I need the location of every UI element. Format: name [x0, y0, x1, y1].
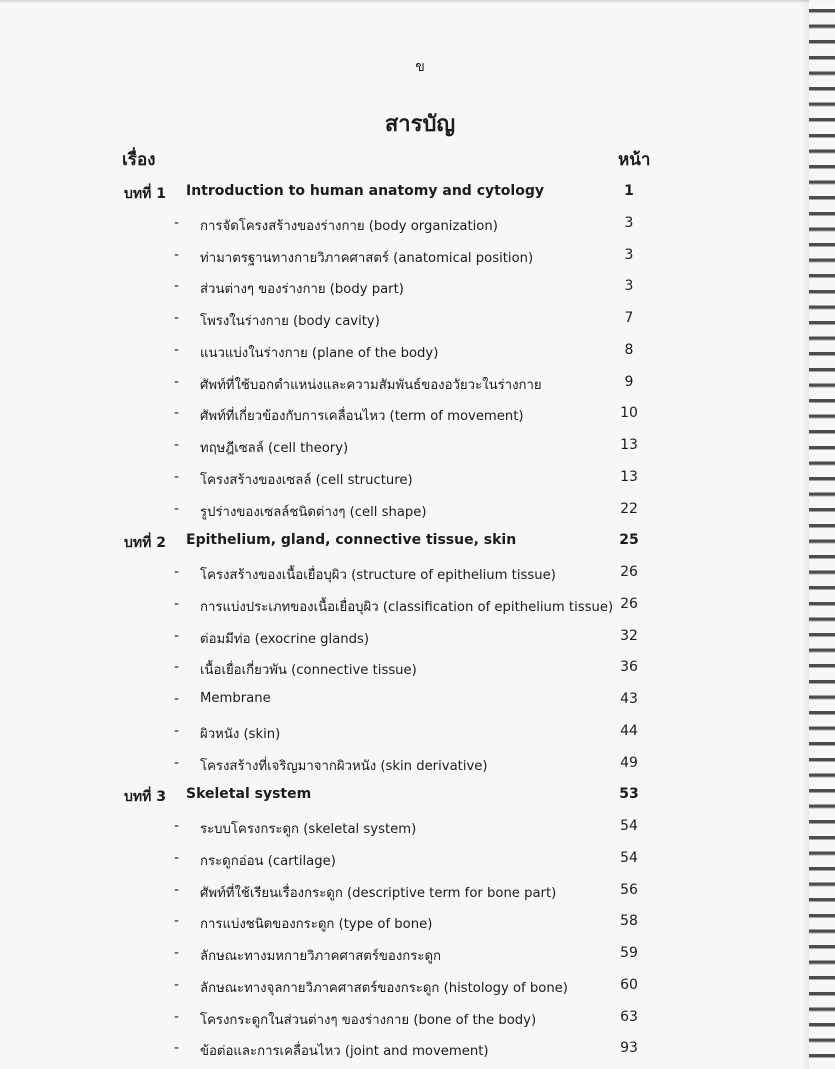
toc-page-number: 3 [624, 214, 634, 231]
chapter-title: Skeletal system [186, 786, 312, 803]
toc-item-text: ศัพท์ที่ใช้บอกตำแหน่งและความสัมพันธ์ของอวัยวะในร่างกาย [200, 377, 542, 393]
toc-item-row [0, 1040, 835, 1064]
toc-item-text: เนื้อเยื่อเกี่ยวพัน (connective tissue) [200, 663, 417, 679]
toc-item-row [0, 596, 835, 620]
toc-item-text: ส่วนต่างๆ ของร่างกาย (body part) [200, 282, 404, 298]
page-title: สารบัญ [384, 112, 456, 137]
toc-item-text: ลักษณะทางมหกายวิภาคศาสตร์ของกระดูก [200, 949, 441, 964]
toc-item-text: Membrane [200, 691, 271, 706]
list-dash: - [174, 849, 180, 866]
toc-item-text: รูปร่างของเซลล์ชนิดต่างๆ (cell shape) [200, 504, 427, 520]
toc-item-row [0, 342, 835, 366]
toc-page-number: 36 [620, 659, 638, 676]
toc-item-text: การแบ่งชนิดของกระดูก (type of bone) [200, 917, 433, 933]
toc-item-row [0, 405, 835, 429]
toc-item-row [0, 501, 835, 525]
toc-page-number: 22 [620, 500, 638, 517]
list-dash: - [174, 564, 180, 580]
toc-item-row [0, 850, 835, 874]
toc-item-row [0, 374, 835, 398]
toc-page-number: 13 [620, 437, 638, 453]
toc-page-number: 1 [624, 183, 634, 199]
toc-item-text: ระบบโครงกระดูก (skeletal system) [200, 822, 417, 837]
toc-item-row [0, 659, 835, 683]
toc-page-number: 26 [620, 564, 638, 580]
toc-page-number: 25 [619, 532, 639, 549]
toc-page-number: 60 [620, 976, 638, 993]
toc-page-number: 59 [620, 945, 638, 961]
toc-item-text: ต่อมมีท่อ (exocrine glands) [200, 631, 370, 647]
toc-item-row [0, 215, 835, 239]
toc-page-number: 93 [620, 1040, 638, 1057]
toc-item-text: ทฤษฎีเซลล์ (cell theory) [200, 441, 349, 456]
toc-item-text: โครงสร้างที่เจริญมาจากผิวหนัง (skin derivative) [200, 758, 488, 774]
toc-item-row [0, 945, 835, 969]
toc-item-row [0, 1009, 835, 1033]
toc-chapter-row [0, 786, 835, 810]
toc-item-row [0, 247, 835, 271]
list-dash: - [174, 627, 180, 644]
list-dash: - [174, 373, 180, 390]
toc-page-number: 43 [620, 691, 638, 707]
list-dash: - [174, 214, 180, 231]
toc-item-text: โพรงในร่างกาย (body cavity) [200, 314, 380, 329]
toc-page-number: 44 [620, 722, 638, 739]
toc-page-number: 49 [620, 754, 638, 771]
toc-item-row [0, 723, 835, 747]
toc-item-row [0, 278, 835, 302]
toc-page-number: 8 [624, 341, 634, 358]
toc-page-number: 26 [620, 595, 638, 612]
toc-page-number: 3 [624, 278, 634, 295]
list-dash: - [174, 913, 180, 930]
toc-item-text: โครงกระดูกในส่วนต่างๆ ของร่างกาย (bone of the body) [200, 1012, 537, 1028]
toc-page-number: 10 [620, 405, 638, 422]
toc-item-row [0, 691, 835, 715]
list-dash: - [174, 595, 180, 612]
toc-chapter-row [0, 532, 835, 556]
toc-item-row [0, 882, 835, 906]
list-dash: - [174, 818, 180, 834]
column-header-page: หน้า [618, 150, 651, 170]
toc-item-row [0, 818, 835, 842]
toc-page-number: 3 [624, 246, 634, 263]
list-dash: - [174, 659, 180, 676]
list-dash: - [174, 341, 180, 358]
toc-item-text: กระดูกอ่อน (cartilage) [200, 853, 336, 869]
toc-item-text: ลักษณะทางจุลกายวิภาคศาสตร์ของกระดูก (histology of bone) [200, 980, 568, 996]
list-dash: - [174, 278, 180, 295]
toc-item-text: ข้อต่อและการเคลื่อนไหว (joint and movement) [200, 1044, 489, 1060]
list-dash: - [174, 500, 180, 517]
column-header-topic: เรื่อง [122, 150, 156, 170]
toc-item-text: ศัพท์ที่ใช้เรียนเรื่องกระดูก (descriptive term for bone part) [200, 885, 557, 901]
toc-item-row [0, 469, 835, 493]
list-dash: - [174, 754, 180, 771]
chapter-label: บทที่ 1 [124, 186, 166, 202]
list-dash: - [174, 246, 180, 263]
toc-page-number: 13 [620, 468, 638, 485]
toc-page-number: 54 [620, 849, 638, 866]
list-dash: - [174, 945, 180, 961]
page-top-edge [0, 0, 835, 3]
toc-page-number: 54 [620, 818, 638, 834]
toc-page-number: 56 [620, 881, 638, 898]
chapter-title: Epithelium, gland, connective tissue, skin [186, 532, 517, 549]
toc-item-text: การแบ่งประเภทของเนื้อเยื่อบุผิว (classification of epithelium tissue) [200, 599, 614, 615]
toc-item-row [0, 628, 835, 652]
toc-item-text: ศัพท์ที่เกี่ยวข้องกับการเคลื่อนไหว (term of movement) [200, 409, 524, 425]
chapter-label: บทที่ 3 [124, 789, 166, 806]
toc-item-text: ท่ามาตรฐานทางกายวิภาคศาสตร์ (anatomical position) [200, 250, 534, 266]
toc-item-row [0, 977, 835, 1001]
toc-item-row [0, 437, 835, 461]
toc-page-number: 58 [620, 913, 638, 930]
toc-item-row [0, 755, 835, 779]
list-dash: - [174, 1008, 180, 1025]
toc-item-row [0, 564, 835, 588]
list-dash: - [174, 1040, 180, 1057]
list-dash: - [174, 468, 180, 485]
toc-item-text: โครงสร้างของเนื้อเยื่อบุผิว (structure of epithelium tissue) [200, 568, 556, 583]
list-dash: - [174, 437, 180, 453]
list-dash: - [174, 310, 180, 326]
toc-chapter-row [0, 183, 835, 207]
toc-page-number: 7 [624, 310, 634, 326]
list-dash: - [174, 881, 180, 898]
toc-page-number: 9 [624, 373, 634, 390]
list-dash: - [174, 405, 180, 422]
toc-item-text: ผิวหนัง (skin) [200, 726, 281, 742]
toc-page-number: 53 [619, 786, 639, 803]
list-dash: - [174, 722, 180, 739]
list-dash: - [174, 691, 180, 707]
toc-item-text: โครงสร้างของเซลล์ (cell structure) [200, 472, 413, 488]
toc-item-text: การจัดโครงสร้างของร่างกาย (body organization) [200, 218, 498, 234]
chapter-label: บทที่ 2 [124, 535, 166, 552]
toc-item-row [0, 310, 835, 334]
list-dash: - [174, 976, 180, 993]
toc-page-number: 63 [620, 1008, 638, 1025]
toc-page-number: 32 [620, 627, 638, 644]
toc-item-text: แนวแบ่งในร่างกาย (plane of the body) [200, 345, 439, 361]
chapter-title: Introduction to human anatomy and cytology [186, 183, 544, 199]
toc-item-row [0, 913, 835, 937]
page-number: ข [415, 59, 425, 75]
